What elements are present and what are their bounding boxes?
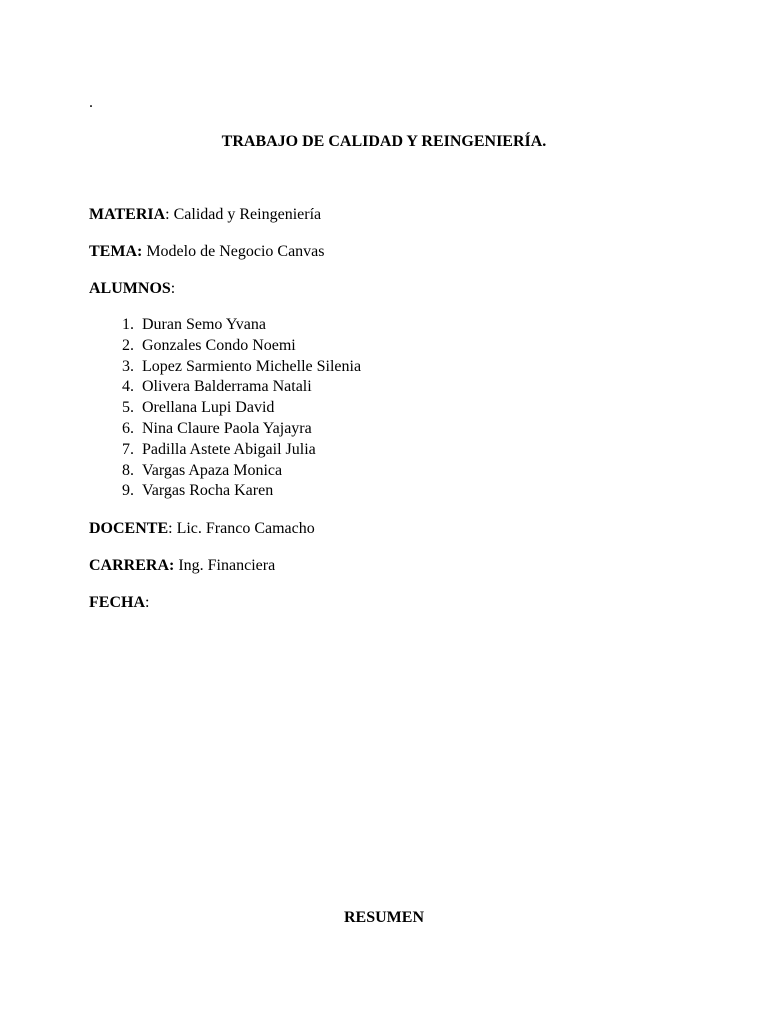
fecha-label: FECHA <box>89 594 145 611</box>
docente-label: DOCENTE <box>89 520 169 537</box>
docente-line <box>89 519 315 539</box>
materia-line <box>89 205 321 225</box>
alumnos-line <box>89 279 175 299</box>
carrera-value: Ing. Financiera <box>174 557 276 574</box>
list-item <box>89 419 361 440</box>
alumnos-separator: : <box>170 280 176 297</box>
carrera-line <box>89 556 275 576</box>
list-item-number: 3. <box>122 357 134 375</box>
list-item <box>89 315 361 336</box>
list-item-number: 2. <box>122 336 134 354</box>
list-item-name: Vargas Apaza Monica <box>142 461 283 479</box>
alumnos-label: ALUMNOS <box>89 280 171 297</box>
list-item-number: 1. <box>122 316 134 333</box>
list-item-number: 4. <box>122 378 134 396</box>
list-item-number: 7. <box>122 440 134 458</box>
materia-separator: : <box>165 206 174 223</box>
list-item-name: Lopez Sarmiento Michelle Silenia <box>142 357 362 375</box>
leading-mark: . <box>89 94 93 111</box>
list-item <box>89 377 361 398</box>
materia-label: MATERIA <box>89 206 166 223</box>
fecha-line <box>89 593 149 613</box>
list-item-name: Duran Semo Yvana <box>142 316 266 333</box>
list-item <box>89 336 361 357</box>
list-item-name: Nina Claure Paola Yajayra <box>142 419 312 437</box>
document-title: TRABAJO DE CALIDAD Y REINGENIERÍA. <box>221 133 547 150</box>
list-item <box>89 440 361 461</box>
materia-value: Calidad y Reingeniería <box>173 206 322 223</box>
carrera-label: CARRERA: <box>89 557 175 574</box>
fecha-separator: : <box>145 594 150 611</box>
list-item-number: 6. <box>122 419 134 437</box>
list-item-name: Gonzales Condo Noemi <box>142 336 296 354</box>
list-item <box>89 357 361 378</box>
students-list <box>89 315 361 502</box>
docente-separator: : <box>168 520 177 537</box>
list-item-number: 9. <box>122 482 134 500</box>
list-item-number: 5. <box>122 399 134 417</box>
list-item <box>89 398 361 419</box>
list-item <box>89 481 361 502</box>
list-item-name: Orellana Lupi David <box>142 399 275 417</box>
list-item-name: Padilla Astete Abigail Julia <box>142 440 316 458</box>
list-item <box>89 461 361 482</box>
tema-label: TEMA: <box>89 243 143 260</box>
list-item-name: Olivera Balderrama Natali <box>142 378 312 396</box>
resumen-heading: RESUMEN <box>343 909 424 926</box>
list-item-name: Vargas Rocha Karen <box>142 482 274 500</box>
docente-value: Lic. Franco Camacho <box>176 520 315 537</box>
tema-value: Modelo de Negocio Canvas <box>142 243 325 260</box>
list-item-number: 8. <box>122 461 134 479</box>
tema-line <box>89 242 325 262</box>
